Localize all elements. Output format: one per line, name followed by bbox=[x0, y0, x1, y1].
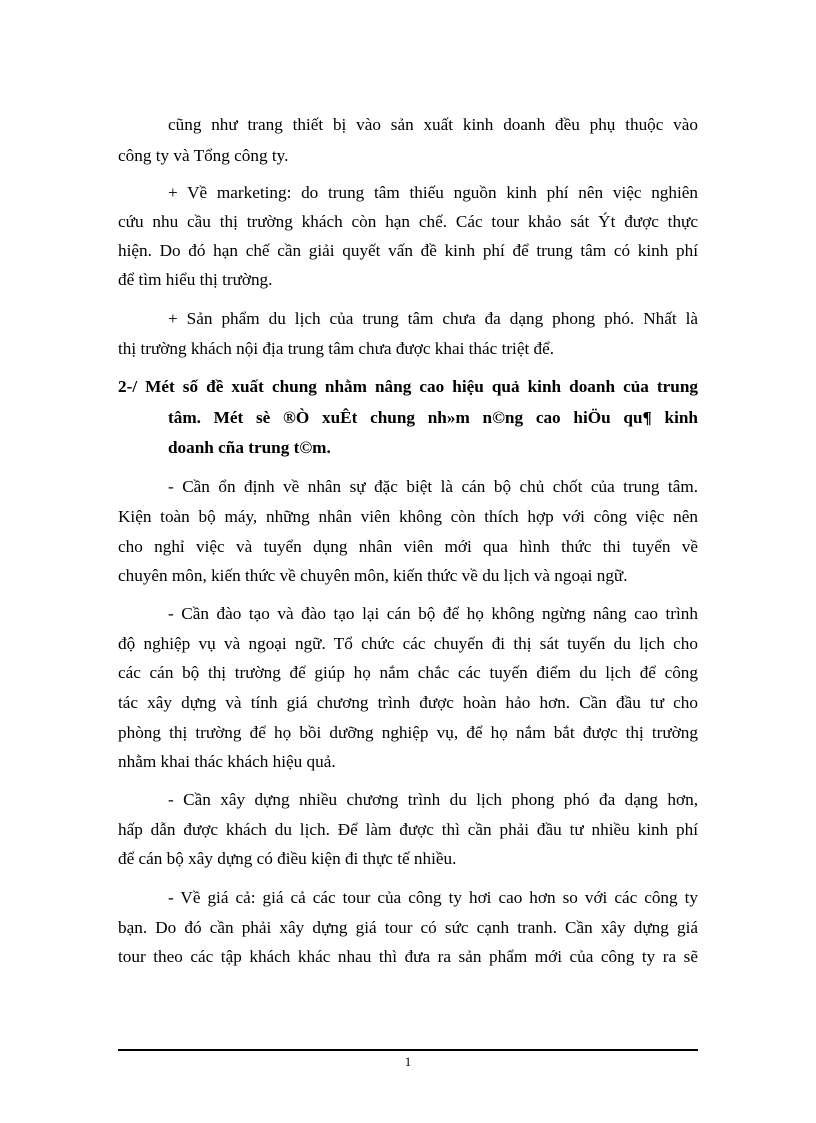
paragraph-1-line-1: cũng như trang thiết bị vào sản xuất kinh doanh đều phụ thuộc vào bbox=[168, 115, 698, 134]
paragraph-5-line-2: Kiện toàn bộ máy, những nhân viên không còn thích hợp với công việc nên bbox=[118, 507, 698, 526]
paragraph-6-line-1: - Cần đào tạo và đào tạo lại cán bộ để họ không ngừng nâng cao trình bbox=[168, 604, 698, 623]
paragraph-3-line-1: + Sản phẩm du lịch của trung tâm chưa đa dạng phong phó. Nhất là bbox=[168, 309, 698, 328]
paragraph-2-line-3: hiện. Do đó hạn chế cần giải quyết vấn đề kinh phí để trung tâm có kinh phí bbox=[118, 241, 698, 260]
paragraph-2-line-1: + Về marketing: do trung tâm thiếu nguồn kinh phí nên việc nghiên bbox=[168, 183, 698, 202]
paragraph-2-line-4: để tìm hiểu thị trường. bbox=[118, 270, 273, 289]
paragraph-5-line-4: chuyên môn, kiến thức về chuyên môn, kiến thức về du lịch và ngoại ngữ. bbox=[118, 566, 628, 585]
paragraph-6-line-4: tác xây dựng và tính giá chương trình được hoàn hảo hơn. Cần đầu tư cho bbox=[118, 693, 698, 712]
paragraph-2-line-2: cứu nhu cầu thị trường khách còn hạn chế. Các tour khảo sát Ýt được thực bbox=[118, 212, 698, 231]
paragraph-8-line-3: tour theo các tập khách khác nhau thì đưa ra sản phẩm mới của công ty ra sẽ bbox=[118, 947, 698, 966]
paragraph-1-line-2: công ty và Tổng công ty. bbox=[118, 146, 289, 165]
paragraph-8-line-1: - Về giá cả: giá cả các tour của công ty hơi cao hơn so với các công ty bbox=[168, 888, 698, 907]
paragraph-7-line-1: - Cần xây dựng nhiều chương trình du lịch phong phó đa dạng hơn, bbox=[168, 790, 698, 809]
section-heading-line-1: 2-/ Mét số đề xuất chung nhằm nâng cao hiệu quả kinh doanh của trung bbox=[118, 377, 698, 396]
paragraph-3-line-2: thị trường khách nội địa trung tâm chưa được khai thác triệt để. bbox=[118, 339, 555, 358]
paragraph-6-line-2: độ nghiệp vụ và ngoại ngữ. Tổ chức các chuyến đi thị sát tuyến du lịch cho bbox=[118, 634, 698, 653]
section-heading-line-2: tâm. Mét sè ®Ò xuÊt chung nh»m n©ng cao hiÖu qu¶ kinh bbox=[168, 408, 698, 427]
section-heading-line-3: doanh cña trung t©m. bbox=[168, 438, 331, 457]
paragraph-8-line-2: bạn. Do đó cần phải xây dựng giá tour có sức cạnh tranh. Cần xây dựng giá bbox=[118, 918, 698, 937]
paragraph-6-line-6: nhằm khai thác khách hiệu quả. bbox=[118, 752, 336, 771]
footer-rule bbox=[118, 1049, 698, 1051]
paragraph-5-line-3: cho nghỉ việc và tuyển dụng nhân viên mới qua hình thức thi tuyển về bbox=[118, 537, 698, 556]
paragraph-7-line-2: hấp dẫn được khách du lịch. Để làm được thì cần phải đầu tư nhiều kinh phí bbox=[118, 820, 698, 839]
paragraph-7-line-3: để cán bộ xây dựng có điều kiện đi thực tế nhiều. bbox=[118, 849, 457, 868]
page-number: 1 bbox=[404, 1054, 412, 1069]
paragraph-6-line-5: phòng thị trường để họ bồi dưỡng nghiệp vụ, để họ nắm bắt được thị trường bbox=[118, 723, 698, 742]
paragraph-5-line-1: - Cần ổn định về nhân sự đặc biệt là cán bộ chủ chốt của trung tâm. bbox=[168, 477, 698, 496]
paragraph-6-line-3: các cán bộ thị trường để giúp họ nắm chắc các tuyến điểm du lịch để công bbox=[118, 663, 698, 682]
